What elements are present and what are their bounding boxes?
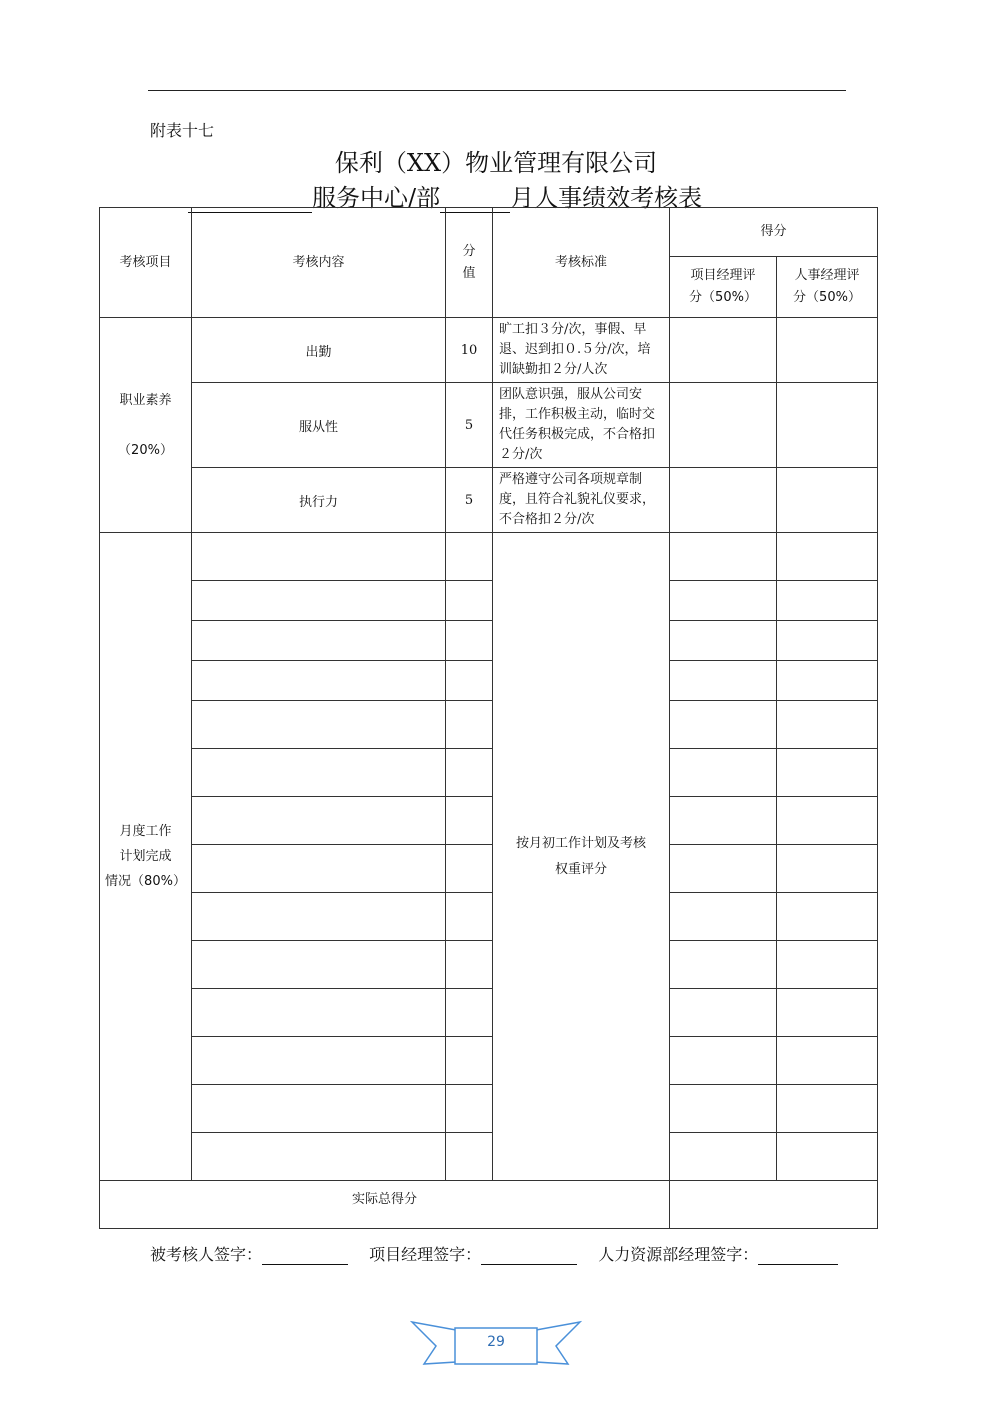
work-item-cell[interactable] xyxy=(192,1037,446,1085)
work-points-cell[interactable] xyxy=(446,621,493,661)
work-points-cell[interactable] xyxy=(446,941,493,989)
work-points-cell[interactable] xyxy=(446,749,493,797)
form-title-part2: 月人事绩效考核表 xyxy=(510,184,703,212)
assessee-signature-label: 被考核人签字： xyxy=(150,1245,263,1264)
header-points: 分 值 xyxy=(446,208,493,318)
points-attendance: 10 xyxy=(446,318,493,383)
pm-score-cell[interactable] xyxy=(670,941,777,989)
work-item-cell[interactable] xyxy=(192,1133,446,1181)
pm-score-cell[interactable] xyxy=(670,318,777,383)
hr-signature-line[interactable] xyxy=(758,1246,838,1265)
standard-execution: 严格遵守公司各项规章制度，且符合礼貌礼仪要求，不合格扣２分/次 xyxy=(493,468,670,533)
total-score-label: 实际总得分 xyxy=(100,1181,670,1229)
hr-score-cell[interactable] xyxy=(777,701,878,749)
work-points-cell[interactable] xyxy=(446,581,493,621)
work-item-cell[interactable] xyxy=(192,845,446,893)
standard-monthly: 按月初工作计划及考核 权重评分 xyxy=(493,533,670,1181)
work-points-cell[interactable] xyxy=(446,533,493,581)
pm-score-cell[interactable] xyxy=(670,468,777,533)
hr-score-cell[interactable] xyxy=(777,989,878,1037)
hr-score-cell[interactable] xyxy=(777,318,878,383)
total-score-cell[interactable] xyxy=(670,1181,878,1229)
work-item-cell[interactable] xyxy=(192,661,446,701)
hr-score-cell[interactable] xyxy=(777,621,878,661)
hr-score-cell[interactable] xyxy=(777,893,878,941)
work-item-cell[interactable] xyxy=(192,797,446,845)
hr-signature-label: 人力资源部经理签字： xyxy=(598,1245,759,1264)
pm-score-cell[interactable] xyxy=(670,893,777,941)
hr-score-cell[interactable] xyxy=(777,1133,878,1181)
pm-score-cell[interactable] xyxy=(670,383,777,468)
form-title-part1: 服务中心/部 xyxy=(312,184,441,212)
content-execution: 执行力 xyxy=(192,468,446,533)
work-points-cell[interactable] xyxy=(446,1037,493,1085)
pm-score-cell[interactable] xyxy=(670,621,777,661)
page-number: 29 xyxy=(487,1334,505,1350)
category-monthly: 月度工作 计划完成 情况（80%） xyxy=(100,533,192,1181)
assessee-signature-line[interactable] xyxy=(262,1246,348,1265)
hr-score-cell[interactable] xyxy=(777,845,878,893)
hr-score-cell[interactable] xyxy=(777,749,878,797)
work-points-cell[interactable] xyxy=(446,661,493,701)
pm-score-cell[interactable] xyxy=(670,1133,777,1181)
pm-score-cell[interactable] xyxy=(670,1037,777,1085)
work-points-cell[interactable] xyxy=(446,797,493,845)
work-item-cell[interactable] xyxy=(192,1085,446,1133)
work-points-cell[interactable] xyxy=(446,1133,493,1181)
work-item-cell[interactable] xyxy=(192,621,446,661)
standard-attendance: 旷工扣３分/次，事假、早退、迟到扣０.５分/次，培训缺勤扣２分/人次 xyxy=(493,318,670,383)
header-score: 得分 xyxy=(670,208,878,257)
pm-score-cell[interactable] xyxy=(670,533,777,581)
pm-score-cell[interactable] xyxy=(670,845,777,893)
pm-score-cell[interactable] xyxy=(670,701,777,749)
hr-score-cell[interactable] xyxy=(777,1037,878,1085)
pm-score-cell[interactable] xyxy=(670,749,777,797)
work-item-cell[interactable] xyxy=(192,701,446,749)
header-pm-score: 项目经理评 分（50%） xyxy=(670,257,777,318)
points-execution: 5 xyxy=(446,468,493,533)
signature-row xyxy=(150,1242,838,1265)
hr-score-cell[interactable] xyxy=(777,383,878,468)
work-item-cell[interactable] xyxy=(192,893,446,941)
hr-score-cell[interactable] xyxy=(777,533,878,581)
pm-score-cell[interactable] xyxy=(670,797,777,845)
work-points-cell[interactable] xyxy=(446,989,493,1037)
work-item-cell[interactable] xyxy=(192,533,446,581)
pm-score-cell[interactable] xyxy=(670,661,777,701)
pm-signature-line[interactable] xyxy=(481,1246,577,1265)
pm-score-cell[interactable] xyxy=(670,581,777,621)
pm-signature-label: 项目经理签字： xyxy=(369,1245,482,1264)
work-item-cell[interactable] xyxy=(192,581,446,621)
pm-score-cell[interactable] xyxy=(670,989,777,1037)
company-title: 保利（XX）物业管理有限公司 xyxy=(334,149,658,177)
work-points-cell[interactable] xyxy=(446,701,493,749)
hr-score-cell[interactable] xyxy=(777,468,878,533)
work-item-cell[interactable] xyxy=(192,941,446,989)
hr-score-cell[interactable] xyxy=(777,797,878,845)
header-item: 考核项目 xyxy=(100,208,192,318)
header-rule xyxy=(148,90,846,91)
work-item-cell[interactable] xyxy=(192,989,446,1037)
appendix-label: 附表十七 xyxy=(150,121,215,140)
header-content: 考核内容 xyxy=(192,208,446,318)
standard-obedience: 团队意识强，服从公司安排，工作积极主动，临时交代任务积极完成，不合格扣２分/次 xyxy=(493,383,670,468)
work-points-cell[interactable] xyxy=(446,845,493,893)
hr-score-cell[interactable] xyxy=(777,941,878,989)
work-points-cell[interactable] xyxy=(446,1085,493,1133)
header-standard: 考核标准 xyxy=(493,208,670,318)
assessment-table xyxy=(99,207,878,1229)
points-obedience: 5 xyxy=(446,383,493,468)
header-hr-score: 人事经理评 分（50%） xyxy=(777,257,878,318)
category-professional: 职业素养 （20%） xyxy=(100,318,192,533)
work-item-cell[interactable] xyxy=(192,749,446,797)
content-obedience: 服从性 xyxy=(192,383,446,468)
content-attendance: 出勤 xyxy=(192,318,446,383)
pm-score-cell[interactable] xyxy=(670,1085,777,1133)
hr-score-cell[interactable] xyxy=(777,1085,878,1133)
hr-score-cell[interactable] xyxy=(777,581,878,621)
hr-score-cell[interactable] xyxy=(777,661,878,701)
work-points-cell[interactable] xyxy=(446,893,493,941)
